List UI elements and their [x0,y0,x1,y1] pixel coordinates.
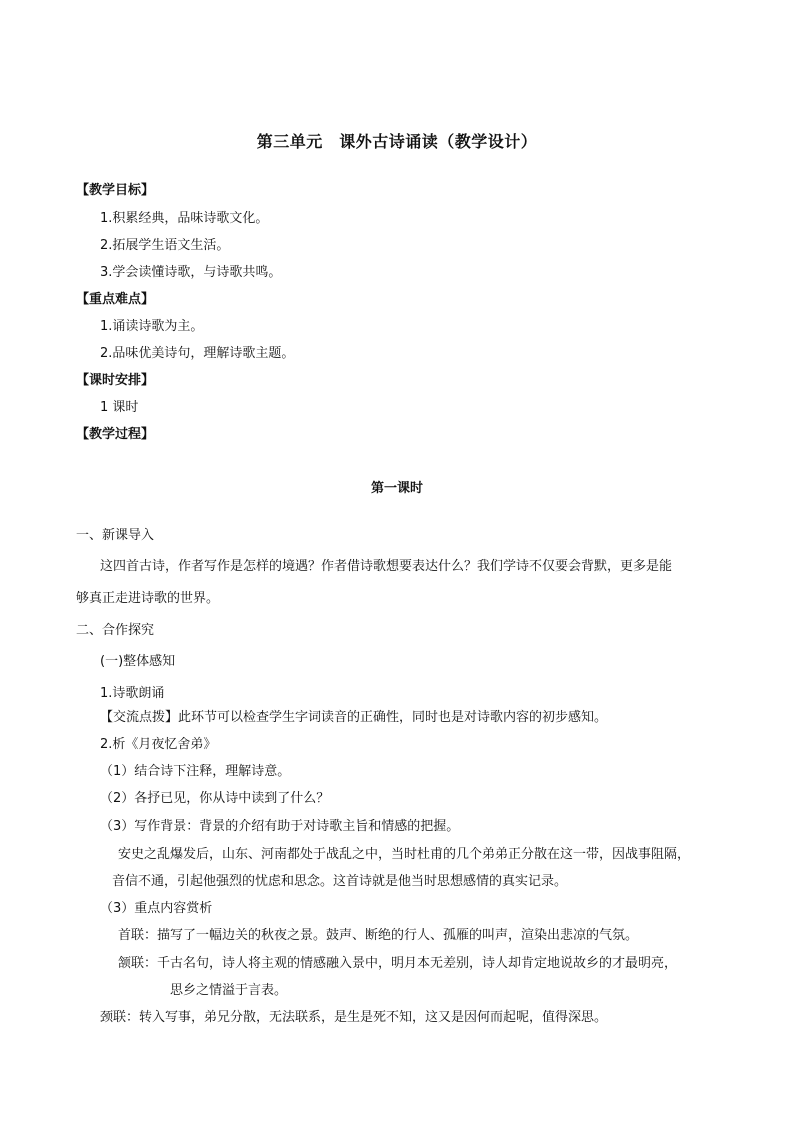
point-1: （1）结合诗下注释，理解诗意。 [100,764,291,779]
point-2: （2）各抒已见，你从诗中读到了什么？ [100,791,330,806]
section-1-paragraph-line-2: 够真正走进诗歌的世界。 [76,591,220,606]
exchange-tip: 【交流点拨】此环节可以检查学生字词读音的正确性，同时也是对诗歌内容的初步感知。 [100,710,608,725]
background-line-1: 安史之乱爆发后，山东、河南都处于战乱之中，当时杜甫的几个弟弟正分散在这一带，因战事阻隔， [118,847,691,862]
key-points-heading: 【重点难点】 [76,292,155,307]
objective-item-1: 1.积累经典，品味诗歌文化。 [100,211,269,226]
shoulian-analysis: 首联：描写了一幅边关的秋夜之景。鼓声、断绝的行人、孤雁的叫声，渲染出悲凉的气氛。 [118,928,639,943]
process-heading: 【教学过程】 [76,427,155,442]
objective-item-3: 3.学会读懂诗歌，与诗歌共鸣。 [100,265,282,280]
section-1-title: 一、新课导入 [76,528,155,543]
point-3: （3）写作背景：背景的介绍有助于对诗歌主旨和情感的把握。 [100,819,460,834]
item-poem-analysis: 2.析《月夜忆舍弟》 [100,737,217,752]
item-poem-reading: 1.诗歌朗诵 [100,686,165,701]
key-point-item-2: 2.品味优美诗句，理解诗歌主题。 [100,346,295,361]
jinglian-analysis: 颈联：转入写事，弟兄分散，无法联系，是生是死不知，这又是因何而起呢，值得深思。 [100,1010,608,1025]
hanlian-line-2: 思乡之情溢于言表。 [170,983,288,998]
section-2-title: 二、合作探究 [76,623,155,638]
subsection-overall: (一)整体感知 [100,654,176,669]
section-1-paragraph-line-1: 这四首古诗，作者写作是怎样的境遇？作者借诗歌想要表达什么？我们学诗不仅要会背默，更多是能 [100,559,673,574]
schedule-value: 1 课时 [100,400,139,415]
point-4: （3）重点内容赏析 [100,901,213,916]
objectives-heading: 【教学目标】 [76,183,155,198]
lesson-title: 第一课时 [370,481,423,496]
key-point-item-1: 1.诵读诗歌为主。 [100,319,204,334]
schedule-heading: 【课时安排】 [76,373,155,388]
hanlian-line-1: 颔联：千古名句，诗人将主观的情感融入景中，明月本无差别，诗人却肯定地说故乡的才最明亮， [118,956,678,971]
objective-item-2: 2.拓展学生语文生活。 [100,238,230,253]
background-line-2: 音信不通，引起他强烈的忧虑和思念。这首诗就是他当时思想感情的真实记录。 [112,874,568,889]
page-title: 第三单元 课外古诗诵读（教学设计） [256,132,538,151]
